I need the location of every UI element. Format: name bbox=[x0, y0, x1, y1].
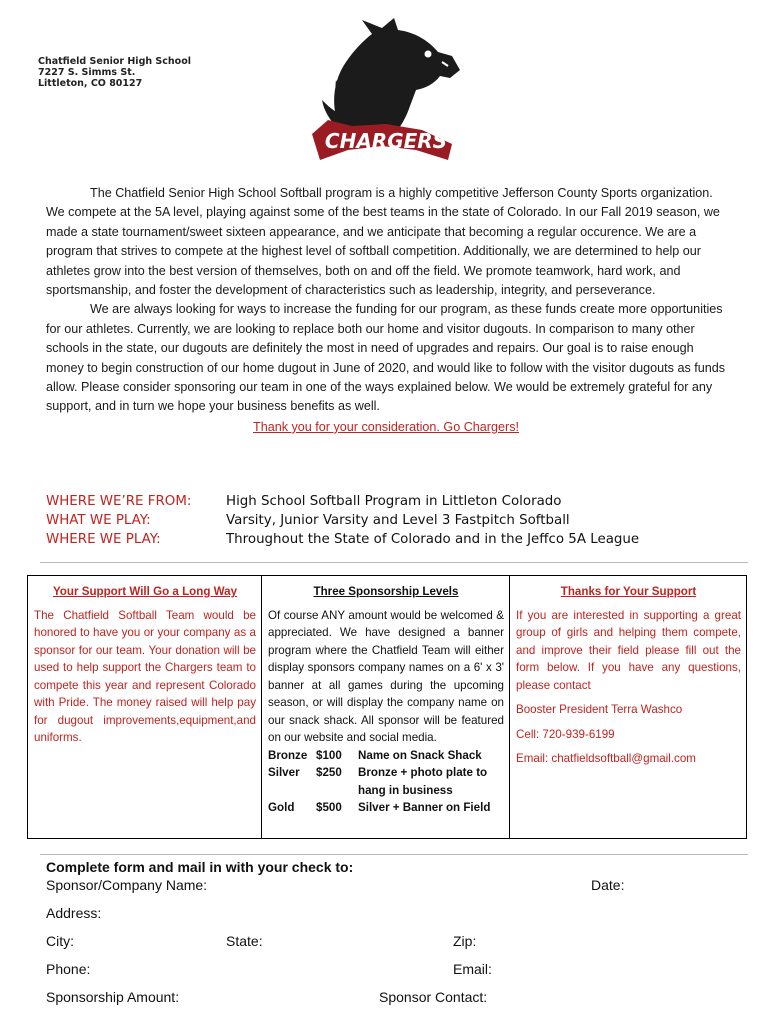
logo-text: CHARGERS bbox=[324, 129, 448, 153]
level-price: $500 bbox=[316, 801, 342, 814]
level-gold bbox=[268, 799, 504, 817]
level-name: Silver bbox=[268, 766, 300, 779]
level-name: Bronze bbox=[268, 748, 308, 762]
horse-head-icon bbox=[322, 18, 460, 134]
fact-row bbox=[46, 492, 726, 511]
fact-value: Throughout the State of Colorado and in the Jeffco 5A League bbox=[226, 532, 640, 547]
city-field[interactable]: City: bbox=[46, 933, 74, 949]
level-bronze bbox=[268, 747, 504, 765]
fact-label: WHERE WE PLAY: bbox=[46, 532, 161, 547]
form-row bbox=[46, 877, 736, 905]
level-silver bbox=[268, 764, 504, 799]
team-facts bbox=[46, 492, 726, 549]
address-field[interactable]: Address: bbox=[46, 905, 102, 921]
booster-cell: Cell: 720-939-6199 bbox=[516, 727, 615, 741]
divider bbox=[40, 854, 748, 855]
fact-row bbox=[46, 530, 726, 549]
chargers-wordmark bbox=[312, 120, 452, 160]
levels-column bbox=[261, 576, 509, 838]
form-row bbox=[46, 905, 736, 933]
date-field[interactable]: Date: bbox=[591, 877, 625, 893]
sponsorship-table bbox=[27, 575, 747, 839]
school-address bbox=[38, 56, 191, 89]
letter-thanks-text: Thank you for your consideration. Go Chargers! bbox=[253, 419, 519, 434]
letter-body bbox=[46, 184, 726, 437]
school-city: Littleton, CO 80127 bbox=[38, 78, 143, 89]
form-title: Complete form and mail in with your check to: bbox=[46, 859, 354, 875]
chargers-logo bbox=[302, 14, 470, 170]
letter-paragraph-1: The Chatfield Senior High School Softball program is a highly competitive Jefferson County Sports organization. We compete at the 5A level, playing against some of the best teams in the state of Colorado. In our Fall 2019 season, we made a state tournament/sweet sixteen appearance, and we anticipate that becoming a regular occurence. We are a program that strives to compete at the highest level of softball competition. Additionally, we are determined to help our athletes grow into the best version of themselves, both on and off the field. We promote teamwork, hard work, and sportsmanship, and foster the development of characteristics such as leadership, integrity, and perseverance. bbox=[46, 186, 720, 298]
letter-thanks bbox=[46, 418, 726, 437]
email-field[interactable]: Email: bbox=[453, 961, 492, 977]
school-name: Chatfield Senior High School bbox=[38, 56, 191, 67]
sponsor-name-field[interactable]: Sponsor/Company Name: bbox=[46, 877, 208, 893]
fact-label: WHERE WE’RE FROM: bbox=[46, 494, 192, 509]
amount-field[interactable]: Sponsorship Amount: bbox=[46, 989, 180, 1005]
form-row bbox=[46, 989, 736, 1017]
thanks-title: Thanks for Your Support bbox=[560, 585, 697, 598]
level-desc: Name on Snack Shack bbox=[358, 748, 482, 762]
levels-title: Three Sponsorship Levels bbox=[313, 585, 459, 598]
support-column bbox=[28, 576, 261, 838]
fact-value: High School Softball Program in Littleton Colorado bbox=[226, 494, 562, 509]
state-field[interactable]: State: bbox=[226, 933, 263, 949]
support-title: Your Support Will Go a Long Way bbox=[52, 585, 238, 598]
booster-contact: Booster President Terra Washco bbox=[516, 703, 683, 716]
level-name: Gold bbox=[268, 801, 295, 814]
support-body: The Chatfield Softball Team would be honored to have you or your company as a sponsor for our team. Your donation will be used to help support the Chargers team to compete this year and represent Colorado with Pride. The money raised will help pay for dugout improvements,equipment,and uniforms. bbox=[34, 608, 256, 744]
level-price: $250 bbox=[316, 766, 342, 779]
letter-paragraph-2: We are always looking for ways to increase the funding for our program, as these funds create more opportunities for our athletes. Currently, we are looking to replace both our home and visitor dugouts. In comparison to many other schools in the state, our dugouts are definitely the most in need of upgrades and repairs. Our goal is to raise enough money to begin construction of our home dugout in June of 2020, and would like to follow with the visitor dugouts as funds allow. Please consider sponsoring our team in one of the ways explained below. We would be extremely grateful for any support, and in turn we hope your business benefits as well. bbox=[46, 302, 726, 414]
level-desc: Silver + Banner on Field bbox=[358, 801, 491, 814]
level-desc: Bronze + photo plate to hang in business bbox=[358, 766, 488, 797]
zip-field[interactable]: Zip: bbox=[453, 933, 477, 949]
phone-field[interactable]: Phone: bbox=[46, 961, 91, 977]
thanks-body: If you are interested in supporting a great group of girls and helping them compete, and improve their field please fill out the form below. If you have any questions, please contact bbox=[516, 608, 741, 692]
school-street: 7227 S. Simms St. bbox=[38, 67, 136, 78]
sponsor-form bbox=[46, 858, 736, 1017]
levels-body: Of course ANY amount would be welcomed & appreciated. We have designed a banner program where the Chatfield Team will either display sponsors company names on a 6' x 3' banner at all games during the upcoming season, or will display the company name on our snack shack. All sponsor will be featured on our website and social media. bbox=[268, 608, 504, 744]
level-price: $100 bbox=[316, 748, 342, 762]
fact-row bbox=[46, 511, 726, 530]
fact-value: Varsity, Junior Varsity and Level 3 Fastpitch Softball bbox=[226, 513, 570, 528]
contact-field[interactable]: Sponsor Contact: bbox=[379, 989, 488, 1005]
booster-email: Email: chatfieldsoftball@gmail.com bbox=[516, 752, 696, 765]
form-row bbox=[46, 961, 736, 989]
form-row bbox=[46, 933, 736, 961]
thanks-column bbox=[509, 576, 746, 838]
fact-label: WHAT WE PLAY: bbox=[46, 513, 151, 528]
divider bbox=[40, 562, 748, 563]
